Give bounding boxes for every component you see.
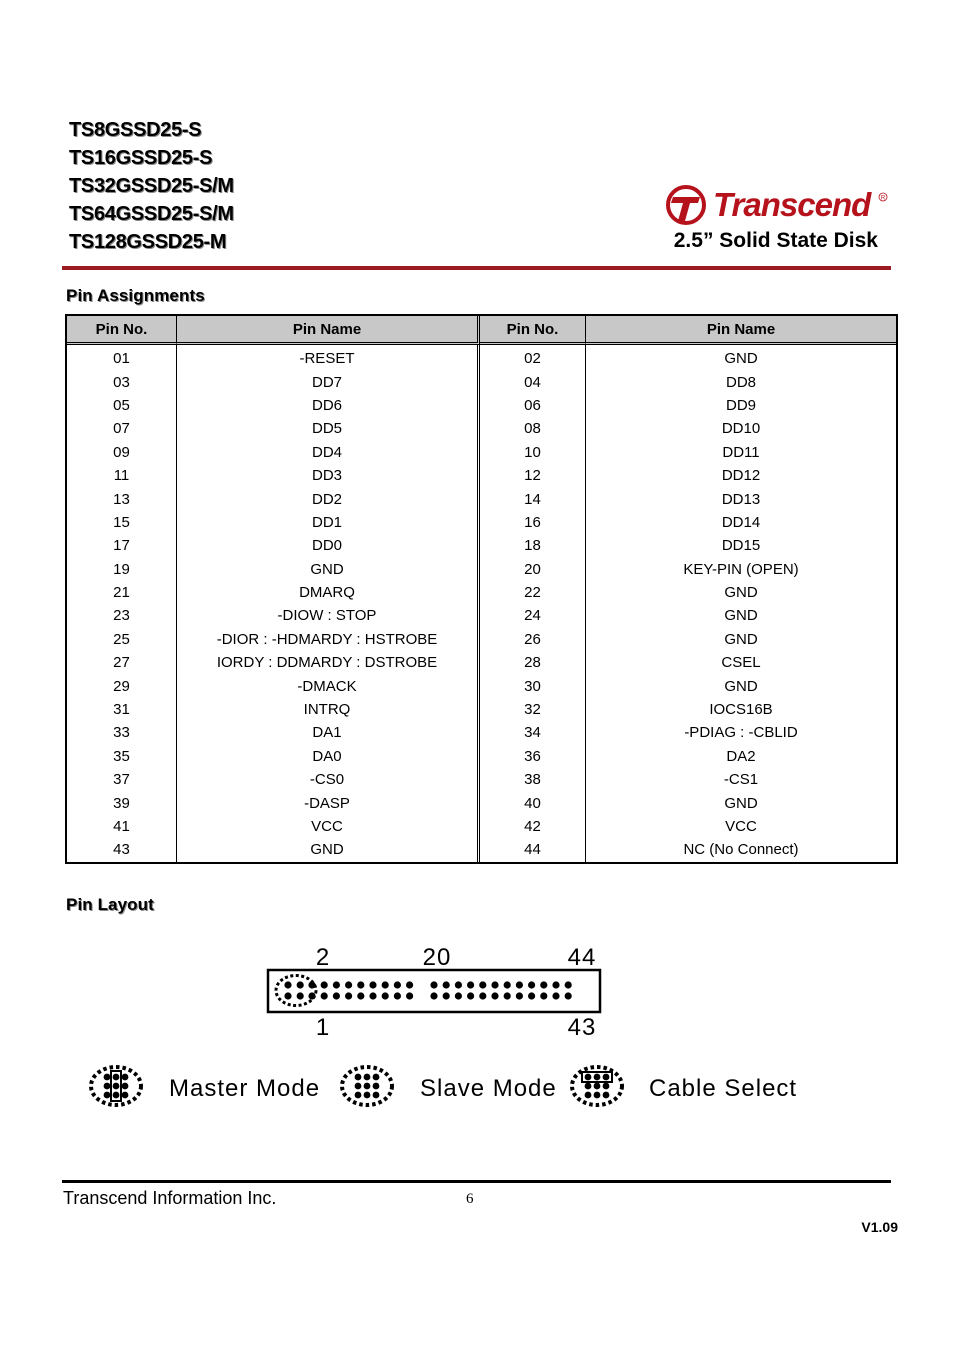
connector-pin — [491, 981, 498, 988]
pin-name-cell: GND — [177, 558, 480, 581]
pin-number-cell: 06 — [480, 394, 586, 417]
model-name: TS32GSSD25-S/M — [69, 175, 234, 197]
pin-number-cell: 32 — [480, 698, 586, 721]
column-header: Pin Name — [177, 316, 480, 345]
pin-name-cell: GND — [177, 838, 480, 861]
connector-pin — [479, 981, 486, 988]
pin-name-cell: VCC — [725, 818, 757, 835]
pin-name-cell: IOCS16B — [709, 701, 773, 719]
connector-pin — [382, 981, 389, 988]
table-row — [67, 745, 896, 768]
pin-name-cell: DD11 — [722, 443, 760, 461]
connector-pin — [443, 992, 450, 999]
pin-name-cell: DD6 — [177, 394, 480, 417]
jumper-slave-icon — [342, 1067, 392, 1105]
connector-pin — [516, 992, 523, 999]
pin-name-cell: DD1 — [177, 511, 480, 534]
pin-label-43: 43 — [567, 1014, 597, 1041]
connector-pin — [467, 981, 474, 988]
master-mode-label: Master Mode — [169, 1075, 321, 1102]
pin-number-cell: 37 — [67, 768, 177, 791]
company-name: Transcend Information Inc. — [63, 1188, 277, 1208]
pin-name-cell: GND — [724, 677, 758, 695]
pin-name-cell: DA0 — [177, 745, 480, 768]
pin-number-cell: 11 — [67, 464, 177, 487]
pin-number-cell: 03 — [67, 370, 177, 393]
model-name: TS64GSSD25-S/M — [69, 203, 234, 225]
pin-number-cell: 12 — [480, 464, 586, 487]
pin-name-cell: GND — [724, 350, 758, 368]
pin-number-cell: 43 — [67, 838, 177, 861]
pin-number-cell: 26 — [480, 628, 586, 651]
pin-number-cell: 19 — [67, 558, 177, 581]
pin-name-cell: NC (No Connect) — [683, 841, 799, 859]
table-row — [67, 511, 896, 534]
brand-name: Transcend — [713, 186, 871, 223]
pin-name-cell: CSEL — [721, 654, 761, 672]
column-header: Pin No. — [67, 316, 177, 345]
pin-assignment-table — [65, 314, 898, 864]
connector-pin — [321, 981, 328, 988]
pin-number-cell: 20 — [480, 558, 586, 581]
column-header: Pin No. — [480, 316, 586, 345]
pin-name-cell: DA2 — [726, 747, 756, 765]
pin-name-cell: DD8 — [725, 373, 756, 391]
pin-name-cell: DMARQ — [177, 581, 480, 604]
section-title-pin-assignments: Pin Assignments — [66, 286, 205, 305]
pin-name-cell: INTRQ — [177, 698, 480, 721]
connector-pin — [345, 981, 352, 988]
pin-number-cell: 30 — [480, 674, 586, 697]
pin-name-cell: -DASP — [177, 791, 480, 814]
connector-pin — [394, 981, 401, 988]
transcend-logo — [664, 183, 894, 227]
connector-outline — [268, 970, 600, 1012]
table-row — [67, 674, 896, 697]
table-row — [67, 698, 896, 721]
pin-number-cell: 31 — [67, 698, 177, 721]
connector-pin — [491, 992, 498, 999]
header-divider — [62, 266, 891, 270]
pin-number-cell: 35 — [67, 745, 177, 768]
connector-pin — [406, 992, 413, 999]
pin-number-cell: 34 — [480, 721, 586, 744]
connector-pin — [443, 981, 450, 988]
table-row — [67, 417, 896, 440]
pin-name-cell: DD15 — [721, 537, 761, 555]
table-row — [67, 464, 896, 487]
pin-name-cell: DD13 — [721, 490, 761, 508]
pin-number-cell: 14 — [480, 487, 586, 510]
pin-number-cell: 42 — [480, 815, 586, 838]
transcend-logo-icon — [668, 187, 704, 223]
table-row — [67, 604, 896, 627]
pin-name-cell: GND — [724, 584, 758, 602]
connector-pin — [504, 981, 511, 988]
connector-pin — [504, 992, 511, 999]
pin-name-cell: GND — [724, 794, 758, 812]
pin-number-cell: 29 — [67, 674, 177, 697]
pin-number-cell: 09 — [67, 441, 177, 464]
pin-number-cell: 02 — [480, 345, 586, 370]
pin-name-cell: DD3 — [177, 464, 480, 487]
pin-number-cell: 28 — [480, 651, 586, 674]
pin-number-cell: 18 — [480, 534, 586, 557]
pin-number-cell: 13 — [67, 487, 177, 510]
connector-pin — [528, 981, 535, 988]
connector-pin — [369, 981, 376, 988]
connector-pin — [467, 992, 474, 999]
pin-number-cell: 25 — [67, 628, 177, 651]
pin-number-cell: 27 — [67, 651, 177, 674]
pin-number-cell: 39 — [67, 791, 177, 814]
pin-number-cell: 40 — [480, 791, 586, 814]
pin-number-cell: 05 — [67, 394, 177, 417]
pin-name-cell: DD7 — [177, 370, 480, 393]
pin-name-cell: VCC — [177, 815, 480, 838]
pin-label-1: 1 — [315, 1014, 331, 1041]
pin-number-cell: 24 — [480, 604, 586, 627]
connector-pin — [333, 981, 340, 988]
pin-name-cell: DD9 — [725, 396, 756, 414]
table-row — [67, 651, 896, 674]
pin-number-cell: 17 — [67, 534, 177, 557]
connector-pin — [406, 981, 413, 988]
connector-pin — [528, 992, 535, 999]
pin-name-cell: DD2 — [177, 487, 480, 510]
connector-pin — [345, 992, 352, 999]
pin-name-cell: DD0 — [177, 534, 480, 557]
pin-number-cell: 36 — [480, 745, 586, 768]
pin-number-cell: 07 — [67, 417, 177, 440]
connector-pin — [321, 992, 328, 999]
pin-name-cell: KEY-PIN (OPEN) — [683, 560, 799, 578]
pin-number-cell: 44 — [480, 838, 586, 861]
document-version: V1.09 — [861, 1219, 898, 1235]
pin-name-cell: DD12 — [721, 467, 761, 485]
table-header-row — [67, 316, 896, 345]
page-number: 6 — [466, 1191, 474, 1207]
table-row — [67, 791, 896, 814]
pin-name-cell: -DIOR : -HDMARDY : HSTROBE — [177, 628, 480, 651]
connector-pin — [479, 992, 486, 999]
pin-name-cell: -DIOW : STOP — [177, 604, 480, 627]
table-row — [67, 628, 896, 651]
table-row — [67, 441, 896, 464]
pin-number-cell: 22 — [480, 581, 586, 604]
connector-pin — [394, 992, 401, 999]
pin-name-cell: -CS0 — [177, 768, 480, 791]
pin-name-cell: -DMACK — [177, 674, 480, 697]
table-row — [67, 487, 896, 510]
model-name: TS8GSSD25-S — [69, 119, 202, 141]
connector-pin — [565, 992, 572, 999]
pin-number-cell: 08 — [480, 417, 586, 440]
pin-number-cell: 10 — [480, 441, 586, 464]
pin-name-cell: DA1 — [177, 721, 480, 744]
pin-number-cell: 41 — [67, 815, 177, 838]
table-row — [67, 370, 896, 393]
connector-pin — [540, 981, 547, 988]
pin-name-cell: -CS1 — [723, 771, 759, 789]
column-header: Pin Name — [586, 316, 896, 345]
jumper-cable-select-icon — [572, 1067, 622, 1105]
pin-number-cell: 16 — [480, 511, 586, 534]
pin-name-cell: DD14 — [721, 513, 761, 531]
connector-pin — [455, 981, 462, 988]
model-name: TS128GSSD25-M — [69, 231, 227, 253]
svg-text:R: R — [880, 195, 886, 202]
connector-pin — [333, 992, 340, 999]
pin-name-cell: -RESET — [177, 345, 480, 370]
connector-pin — [552, 992, 559, 999]
table-row — [67, 815, 896, 838]
connector-pin — [430, 992, 437, 999]
table-row — [67, 768, 896, 791]
pin-name-cell: DD5 — [177, 417, 480, 440]
connector-pin — [430, 981, 437, 988]
table-row — [67, 558, 896, 581]
pin-name-cell: -PDIAG : -CBLID — [684, 724, 798, 742]
table-row — [67, 581, 896, 604]
pin-number-cell: 21 — [67, 581, 177, 604]
model-name: TS16GSSD25-S — [69, 147, 213, 169]
connector-pin — [552, 981, 559, 988]
table-row — [67, 721, 896, 744]
pin-number-cell: 33 — [67, 721, 177, 744]
pin-name-cell: DD4 — [177, 441, 480, 464]
jumper-master-icon — [91, 1067, 141, 1105]
pin-number-cell: 23 — [67, 604, 177, 627]
footer-divider — [62, 1180, 891, 1183]
model-list — [69, 116, 234, 256]
pin-number-cell: 01 — [67, 345, 177, 370]
slave-mode-label: Slave Mode — [420, 1075, 557, 1102]
pin-label-44: 44 — [567, 944, 597, 971]
pin-name-cell: DD10 — [721, 420, 761, 438]
connector-pin — [540, 992, 547, 999]
table-row — [67, 345, 896, 370]
pin-name-cell: GND — [724, 630, 758, 648]
table-row — [67, 534, 896, 557]
pin-label-20: 20 — [422, 944, 452, 971]
section-title-pin-layout: Pin Layout — [66, 895, 154, 914]
pin-name-cell: IORDY : DDMARDY : DSTROBE — [177, 651, 480, 674]
connector-pins — [276, 976, 572, 1006]
pin-layout-diagram — [60, 935, 820, 1135]
pin-number-cell: 38 — [480, 768, 586, 791]
connector-pin — [455, 992, 462, 999]
connector-pin — [516, 981, 523, 988]
connector-pin — [357, 992, 364, 999]
connector-pin — [565, 981, 572, 988]
connector-pin — [357, 981, 364, 988]
pin-number-cell: 15 — [67, 511, 177, 534]
pin-label-2: 2 — [315, 944, 331, 971]
cable-select-label: Cable Select — [649, 1075, 798, 1102]
table-row — [67, 838, 896, 861]
pin-name-cell: GND — [724, 607, 758, 625]
connector-pin — [382, 992, 389, 999]
table-row — [67, 394, 896, 417]
connector-pin — [369, 992, 376, 999]
pin-number-cell: 04 — [480, 370, 586, 393]
document-subtitle: 2.5” Solid State Disk — [673, 229, 878, 252]
